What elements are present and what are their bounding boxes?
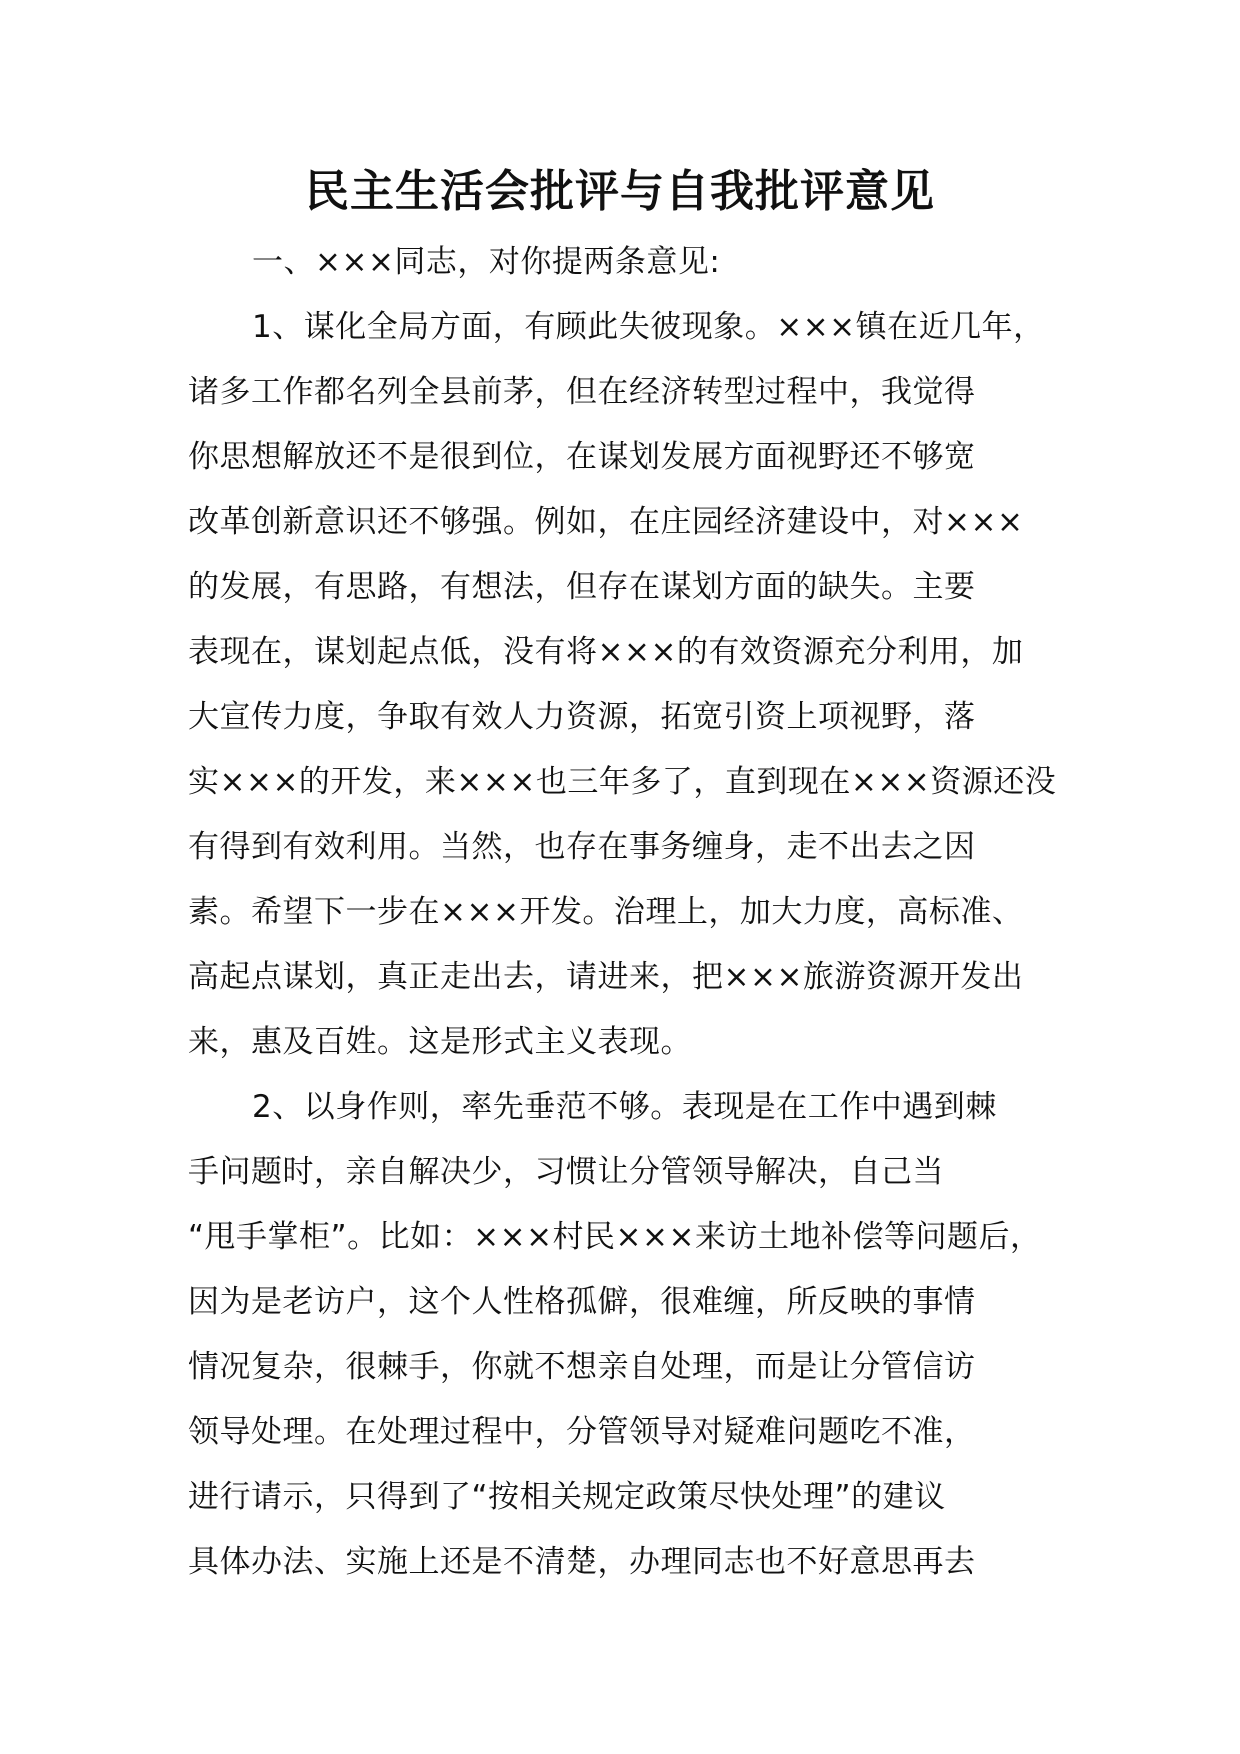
paragraph-2-line: “甩手掌柜”。比如：×××村民×××来访土地补偿等问题后， <box>188 1219 1042 1255</box>
paragraph-2-line: 手问题时，亲自解决少，习惯让分管领导解决，自己当 <box>188 1154 944 1190</box>
section-heading-1: 一、×××同志，对你提两条意见: <box>252 244 721 280</box>
paragraph-2-line: 具体办法、实施上还是不清楚，办理同志也不好意思再去 <box>188 1544 976 1580</box>
paragraph-2-line: 2、以身作则，率先垂范不够。表现是在工作中遇到棘 <box>252 1089 997 1125</box>
paragraph-1-line: 你思想解放还不是很到位，在谋划发展方面视野还不够宽 <box>188 439 976 475</box>
paragraph-1-line: 素。希望下一步在×××开发。治理上，加大力度，高标准、 <box>188 894 1024 930</box>
paragraph-2-line: 情况复杂，很棘手，你就不想亲自处理，而是让分管信访 <box>188 1349 976 1385</box>
paragraph-2-line: 进行请示，只得到了“按相关规定政策尽快处理”的建议 <box>188 1479 946 1515</box>
paragraph-1-line: 来，惠及百姓。这是形式主义表现。 <box>188 1024 692 1060</box>
paragraph-1-line: 的发展，有思路，有想法，但存在谋划方面的缺失。主要 <box>188 569 976 605</box>
paragraph-1-line: 高起点谋划，真正走出去，请进来，把×××旅游资源开发出 <box>188 959 1024 995</box>
paragraph-1-line: 诸多工作都名列全县前茅，但在经济转型过程中，我觉得 <box>188 374 976 410</box>
paragraph-2-line: 领导处理。在处理过程中，分管领导对疑难问题吃不准， <box>188 1414 976 1450</box>
document-body <box>188 230 1068 1595</box>
paragraph-2-line: 因为是老访户，这个人性格孤僻，很难缠，所反映的事情 <box>188 1284 976 1320</box>
paragraph-1-line: 1、谋化全局方面，有顾此失彼现象。×××镇在近几年， <box>252 309 1045 345</box>
document-title: 民主生活会批评与自我批评意见 <box>305 166 935 217</box>
paragraph-1-line: 表现在，谋划起点低，没有将×××的有效资源充分利用，加 <box>188 634 1024 670</box>
paragraph-1-line: 实×××的开发，来×××也三年多了，直到现在×××资源还没 <box>188 764 1057 800</box>
paragraph-1-line: 大宣传力度，争取有效人力资源，拓宽引资上项视野，落 <box>188 699 976 735</box>
paragraph-1-line: 有得到有效利用。当然，也存在事务缠身，走不出去之因 <box>188 829 976 865</box>
paragraph-1-line: 改革创新意识还不够强。例如，在庄园经济建设中，对××× <box>188 504 1024 540</box>
